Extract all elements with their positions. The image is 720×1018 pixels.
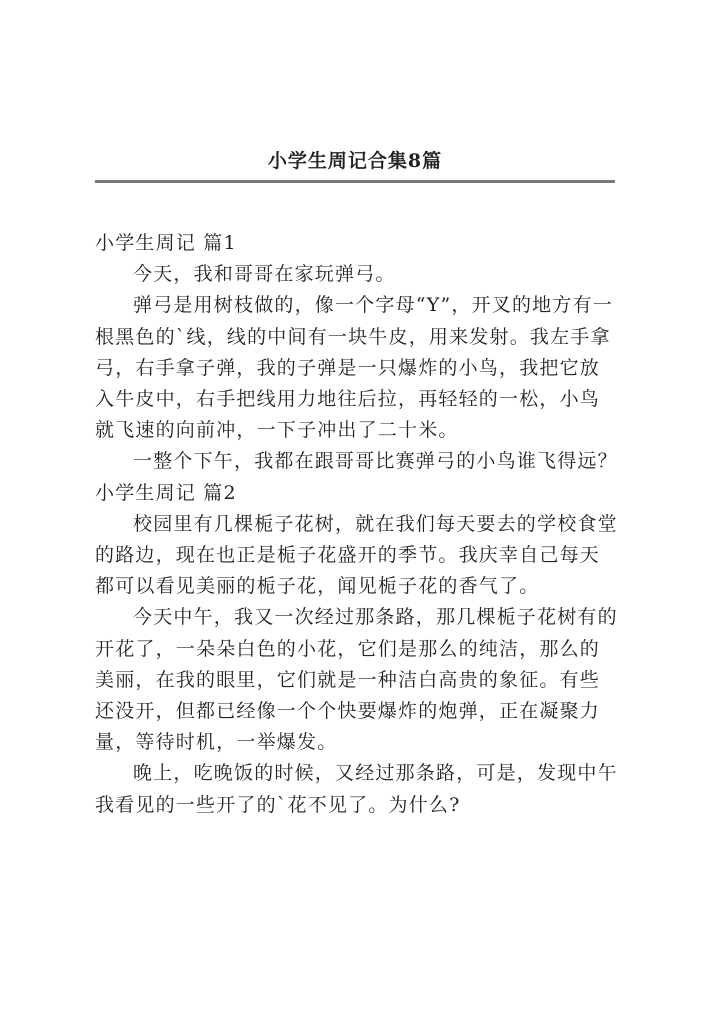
title-divider bbox=[95, 180, 615, 183]
paragraph: 校园里有几棵栀子花树，就在我们每天要去的学校食堂的路边，现在也正是栀子花盛开的季节。我庆幸自己每天都可以看见美丽的栀子花，闻见栀子花的香气了。 bbox=[95, 512, 618, 598]
paragraph: 今天中午，我又一次经过那条路，那几棵栀子花树有的开花了，一朵朵白色的小花，它们是那么的纯洁，那么的美丽，在我的眼里，它们就是一种洁白高贵的象征。有些还没开，但都已经像一个个快要爆炸的炮弹，正在凝聚力量，等待时机，一举爆发。 bbox=[95, 606, 618, 754]
document-title: 小学生周记合集8篇 bbox=[267, 150, 443, 172]
paragraph: 一整个下午，我都在跟哥哥比赛弹弓的小鸟谁飞得远？小学生周记 篇2 bbox=[95, 450, 618, 504]
paragraph: 今天，我和哥哥在家玩弹弓。 bbox=[133, 263, 396, 286]
paragraph: 晚上，吃晚饭的时候，又经过那条路，可是，发现中午我看见的一些开了的`花不见了。为什么? bbox=[95, 762, 618, 816]
document-body bbox=[95, 228, 620, 821]
paragraph: 弹弓是用树枝做的，像一个字母“Y”，开叉的地方有一根黑色的`线，线的中间有一块牛皮，用来发射。我左手拿弓，右手拿子弹，我的子弹是一只爆炸的小鸟，我把它放入牛皮中，右手把线用力地往后拉，再轻轻的一松，小鸟就飞速的向前冲，一下子冲出了二十米。 bbox=[95, 294, 613, 442]
section-heading: 小学生周记 篇1 bbox=[95, 232, 237, 254]
